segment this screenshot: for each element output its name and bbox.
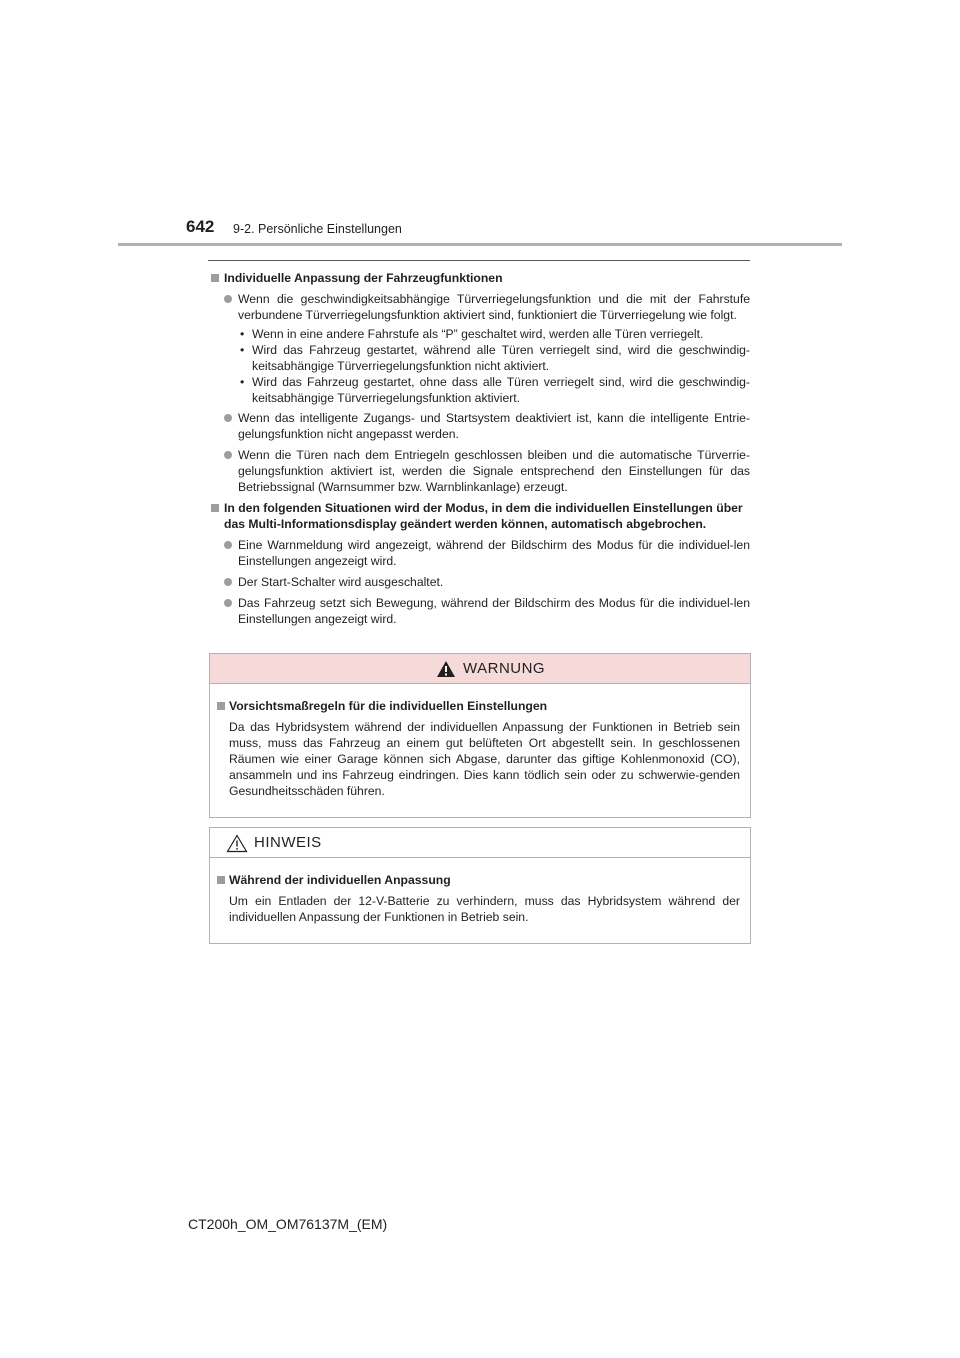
notice-header (210, 828, 750, 858)
notice-box (209, 827, 751, 944)
sub-list-item: • Wird das Fahrzeug gestartet, ohne dass alle Türen verriegelt sind, wird die geschwindig-keitsabhängige Türverriegelungsfunktion aktiviert. (240, 375, 750, 405)
list-item: Der Start-Schalter wird ausgeschaltet. (210, 574, 750, 590)
sub-list (210, 326, 750, 406)
section-heading: In den folgenden Situationen wird der Modus, in dem die individuellen Einstellungen über das Multi-Informationsdisplay geändert werden können, automatisch abgebrochen. (210, 500, 750, 532)
warning-box (209, 653, 751, 818)
section-title: 9-2. Persönliche Einstellungen (233, 222, 402, 236)
section-heading: Individuelle Anpassung der Fahrzeugfunktionen (210, 270, 750, 286)
sub-list-item: • Wird das Fahrzeug gestartet, während alle Türen verriegelt sind, wird die geschwindig-keitsabhängige Türverriegelungsfunktion nicht aktiviert. (240, 343, 750, 373)
dot-bullet-icon: • (240, 343, 245, 357)
square-bullet-icon (211, 504, 219, 512)
dot-bullet-icon: • (240, 327, 245, 341)
circle-bullet-icon (224, 295, 232, 303)
warning-body (210, 698, 750, 799)
warning-subtitle: Vorsichtsmaßregeln für die individuellen Einstellungen (210, 698, 750, 714)
sub-list-item: • Wenn in eine andere Fahrstufe als “P” geschaltet wird, werden alle Türen verriegelt. (240, 327, 704, 341)
caution-triangle-icon (226, 834, 248, 853)
square-bullet-icon (211, 274, 219, 282)
main-content (210, 270, 750, 632)
circle-bullet-icon (224, 451, 232, 459)
warning-label: WARNUNG (463, 660, 546, 677)
dot-bullet-icon: • (240, 375, 245, 389)
list-item: Wenn die Türen nach dem Entriegeln geschlossen bleiben und die automatische Türverrie-gelungsfunktion aktiviert ist, werden die Signale entsprechend den Einstellungen für das Betriebssignal (Warnsummer bzw. Warnblinkanlage) erzeugt. (210, 447, 750, 495)
notice-label: HINWEIS (254, 834, 322, 851)
list-item: Eine Warnmeldung wird angezeigt, während der Bildschirm des Modus für die individuel-len Einstellungen angezeigt wird. (210, 537, 750, 569)
content-rule (208, 260, 750, 261)
notice-text: Um ein Entladen der 12-V-Batterie zu verhindern, muss das Hybridsystem während der individuellen Anpassung der Funktionen in Betrieb sein. (229, 894, 740, 924)
document-code: CT200h_OM_OM76137M_(EM) (188, 1216, 388, 1232)
page-number: 642 (186, 217, 215, 236)
list-item: Das Fahrzeug setzt sich Bewegung, während der Bildschirm des Modus für die individuel-len Einstellungen angezeigt wird. (210, 595, 750, 627)
circle-bullet-icon (224, 599, 232, 607)
notice-subtitle: Während der individuellen Anpassung (210, 872, 750, 888)
warning-triangle-icon (436, 660, 456, 678)
list-item: Wenn das intelligente Zugangs- und Startsystem deaktiviert ist, kann die intelligente Entrie-gelungsfunktion nicht angepasst werden. (210, 410, 750, 442)
circle-bullet-icon (224, 578, 232, 586)
warning-text: Da das Hybridsystem während der individuellen Anpassung der Funktionen in Betrieb sein muss, muss das Fahrzeug an einem gut belüfteten Ort abgestellt sein. In geschlossenen Räumen wie einer Garage können sich Abgase, darunter das giftige Kohlenmonoxid (CO), ansammeln und ins Fahrzeug eindringen. Dies kann tödlich sein oder zu schwerwie-genden Gesundheitsschäden führen. (229, 720, 740, 798)
notice-body (210, 872, 750, 925)
header-rule (118, 243, 842, 246)
square-bullet-icon (217, 876, 225, 884)
circle-bullet-icon (224, 541, 232, 549)
square-bullet-icon (217, 702, 225, 710)
warning-header (210, 654, 750, 684)
list-item: Wenn die geschwindigkeitsabhängige Türverriegelungsfunktion und die mit der Fahrstufe verbundene Türverriegelungsfunktion aktiviert sind, funktioniert die Türverriegelung wie folgt. (210, 291, 750, 323)
circle-bullet-icon (224, 414, 232, 422)
